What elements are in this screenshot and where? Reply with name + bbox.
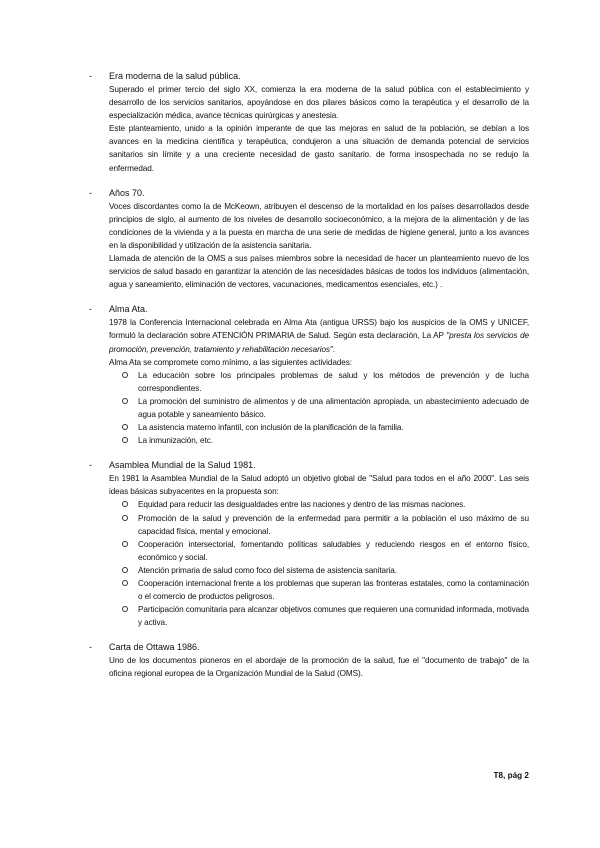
list-item bbox=[109, 369, 529, 395]
list-item-text: Participación comunitaria para alcanzar objetivos comunes que requieren una comunidad informada, motivada y activa. bbox=[138, 605, 529, 628]
list-item-text: Promoción de la salud y prevención de la enfermedad para permitir a la población el uso máximo de su capacidad física, mental y emocional. bbox=[138, 513, 529, 536]
list-item-text: Cooperación internacional frente a los problemas que superan las fronteras estatales, como la contaminación o el comercio de productos peligrosos. bbox=[138, 579, 529, 602]
section-title: Asamblea Mundial de la Salud 1981. bbox=[109, 460, 256, 471]
list-item bbox=[109, 564, 529, 577]
circle-bullet-icon bbox=[122, 567, 128, 573]
circle-bullet-icon bbox=[122, 580, 128, 586]
section-asamblea-mundial bbox=[89, 459, 529, 629]
list-item-text: Atención primaria de salud como foco del sistema de asistencia sanitaria. bbox=[138, 565, 397, 575]
circle-bullet-icon bbox=[122, 541, 128, 547]
circle-bullet-icon bbox=[122, 437, 128, 443]
paragraph: Llamada de atención de la OMS a sus países miembros sobre la necesidad de hacer un planteamiento nuevo de los servicios de salud basado en garantizar la atención de las necesidades básicas de todos los individuos (alimentación, agua y saneamiento, eliminación de vectores, vacunaciones, medicamentos esenciales, etc.) . bbox=[109, 254, 529, 290]
list-item bbox=[109, 498, 529, 511]
paragraph: Uno de los documentos pioneros en el abordaje de la promoción de la salud, fue el "documento de trabajo" de la oficina regional europea de la Organización Mundial de la Salud (OMS). bbox=[109, 656, 529, 679]
section-carta-ottawa bbox=[89, 641, 529, 680]
circle-bullet-icon bbox=[122, 398, 128, 404]
paragraph-text: 1978 la Conferencia Internacional celebrada en Alma Ata (antigua URSS) bajo los auspicios de la OMS y UNICEF, formuló la declaración sobre ATENCIÓN PRIMARIA de Salud. Según esta declaración, La AP bbox=[109, 318, 529, 341]
list-item-text: La inmunización, etc. bbox=[138, 436, 213, 446]
section-alma-ata bbox=[89, 303, 529, 447]
section-era-moderna bbox=[89, 70, 529, 175]
circle-bullet-icon bbox=[122, 424, 128, 430]
list-item bbox=[109, 512, 529, 538]
list-item-text: La educación sobre los principales problemas de salud y los métodos de prevención y de lucha correspondientes. bbox=[138, 370, 529, 393]
quote-text: "presta los servicios de promoción, prevención, tratamiento y rehabilitación necesarios" bbox=[109, 331, 529, 354]
activity-list bbox=[109, 369, 529, 448]
circle-bullet-icon bbox=[122, 372, 128, 378]
section-dash: - bbox=[89, 71, 92, 81]
paragraph: Este planteamiento, unido a la opinión imperante de que las mejoras en salud de la población, se debían a los avances en la medicina científica y terapéutica, condujeron a una situación de demanda potencial de servicios sanitarios sin límite y a una creciente necesidad de gasto sanitario. de forma insospechada no se redujo la enfermedad. bbox=[109, 124, 529, 173]
list-item-text: Equidad para reducir las desigualdades entre las naciones y dentro de las mismas naciones. bbox=[138, 500, 466, 510]
list-item bbox=[109, 421, 529, 434]
section-title: Carta de Ottawa 1986. bbox=[109, 642, 200, 653]
section-title: Años 70. bbox=[109, 187, 145, 198]
quote-end: . bbox=[332, 344, 335, 354]
section-anos-70 bbox=[89, 187, 529, 292]
section-dash: - bbox=[89, 187, 92, 198]
section-title: Era moderna de la salud pública. bbox=[109, 71, 241, 81]
section-dash: - bbox=[89, 304, 92, 315]
list-item bbox=[109, 603, 529, 629]
list-item bbox=[109, 538, 529, 564]
list-item bbox=[109, 434, 529, 447]
list-item bbox=[109, 577, 529, 603]
list-item bbox=[109, 395, 529, 421]
circle-bullet-icon bbox=[122, 515, 128, 521]
section-dash: - bbox=[89, 642, 92, 653]
paragraph: Voces discordantes como la de McKeown, atribuyen el descenso de la mortalidad en los países desarrollados desde principios de siglo, al aumento de los niveles de desarrollo socioeconómico, a la mejora de la alimentación y de las condiciones de la vivienda y a la puesta en marcha de una serie de medidas de higiene general, junto a los avances en la disponibilidad y utilización de la asistencia sanitaria. bbox=[109, 201, 529, 250]
paragraph: En 1981 la Asamblea Mundial de la Salud adoptó un objetivo global de "Salud para todos en el año 2000". Las seis ideas básicas subyacentes en la propuesta son: bbox=[109, 474, 529, 497]
paragraph: Superado el primer tercio del siglo XX, comienza la era moderna de la salud pública con el establecimiento y desarrollo de los servicios sanitarios, apoyándose en dos pilares básicos como la terapéutica y el desarrollo de la especialización médica, avance técnicas quirúrgicas y anestesia. bbox=[109, 85, 529, 121]
paragraph bbox=[109, 316, 529, 355]
ideas-list bbox=[109, 498, 529, 629]
list-item-text: Cooperación intersectorial, fomentando políticas saludables y reduciendo riesgos en el entorno físico, económico y social. bbox=[138, 539, 529, 562]
circle-bullet-icon bbox=[122, 501, 128, 507]
section-title: Alma Ata. bbox=[109, 304, 148, 315]
section-dash: - bbox=[89, 460, 92, 471]
list-item-text: La asistencia materno infantil, con inclusión de la planificación de la familia. bbox=[138, 423, 404, 433]
paragraph: Alma Ata se compromete como mínimo, a las siguientes actividades: bbox=[109, 357, 352, 367]
circle-bullet-icon bbox=[122, 606, 128, 612]
page-number: T8, pág 2 bbox=[493, 771, 529, 780]
document-body bbox=[89, 70, 529, 693]
list-item-text: La promoción del suministro de alimentos y de una alimentación apropiada, un abastecimiento adecuado de agua potable y saneamiento básico. bbox=[138, 396, 529, 419]
